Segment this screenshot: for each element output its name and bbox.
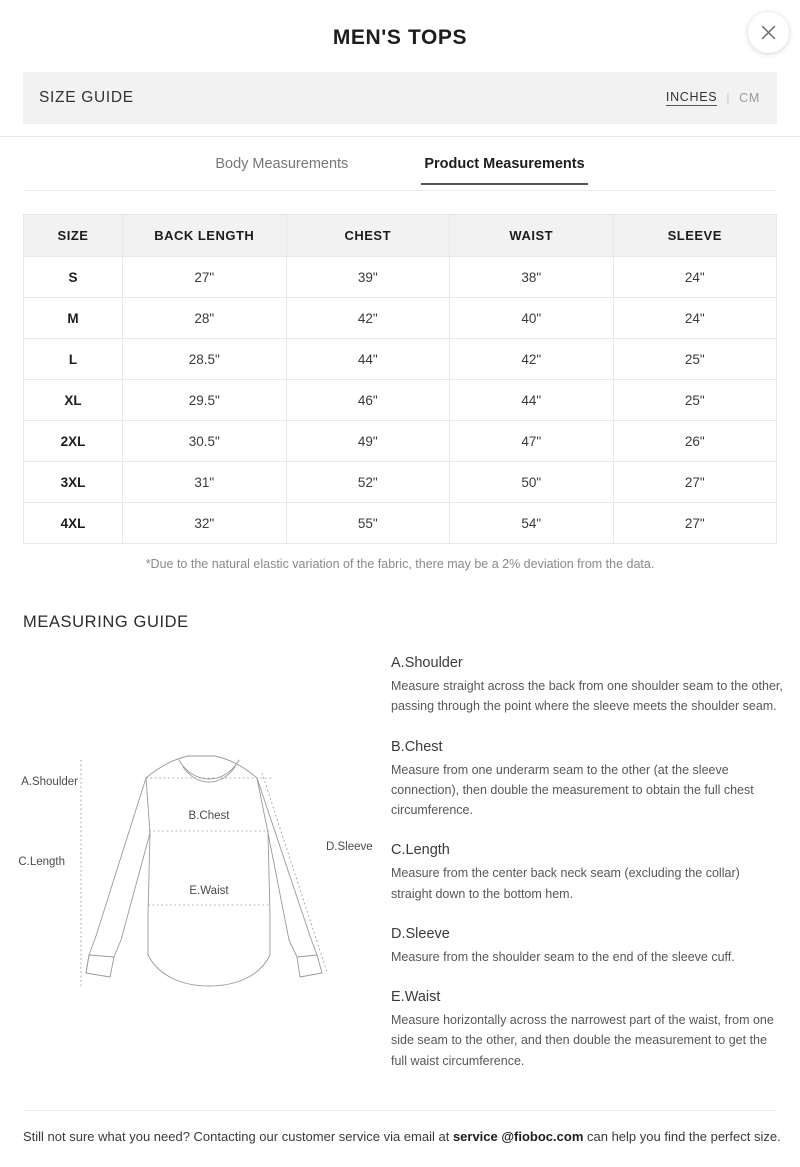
table-row (24, 298, 777, 339)
column-header-back-length: BACK LENGTH (123, 215, 287, 257)
garment-diagram (10, 740, 390, 1000)
measuring-guide-text-list (391, 655, 783, 1071)
close-button[interactable] (748, 12, 789, 53)
guide-item-sleeve (391, 926, 783, 967)
column-header-size: SIZE (24, 215, 123, 257)
tab-product-measurements[interactable]: Product Measurements (421, 150, 587, 185)
cell-back-length: 27" (123, 257, 287, 298)
guide-item-body: Measure from the center back neck seam (excluding the collar) straight down to the bottom hem. (391, 866, 740, 901)
cell-size: 4XL (24, 503, 123, 544)
cell-chest: 44" (286, 339, 450, 380)
guide-item-chest (391, 739, 783, 821)
cell-size: XL (24, 380, 123, 421)
guide-item-length (391, 842, 783, 904)
cell-back-length: 30.5" (123, 421, 287, 462)
header-divider (0, 136, 800, 137)
cell-waist: 40" (450, 298, 614, 339)
guide-item-title: B.Chest (391, 738, 443, 755)
size-chart-table (23, 214, 777, 544)
unit-toggle (666, 90, 760, 106)
column-header-chest: CHEST (286, 215, 450, 257)
cell-back-length: 32" (123, 503, 287, 544)
footer-text-before: Still not sure what you need? Contacting our customer service via email at (23, 1129, 453, 1144)
table-row (24, 421, 777, 462)
page-title: MEN'S TOPS (332, 26, 468, 49)
measurement-tabs (23, 150, 777, 185)
diagram-label-shoulder: A.Shoulder (21, 776, 78, 788)
cell-back-length: 29.5" (123, 380, 287, 421)
cell-size: 3XL (24, 462, 123, 503)
close-icon (761, 25, 776, 40)
cell-sleeve: 24" (613, 257, 777, 298)
cell-chest: 52" (286, 462, 450, 503)
cell-sleeve: 25" (613, 380, 777, 421)
cell-sleeve: 24" (613, 298, 777, 339)
cell-sleeve: 27" (613, 503, 777, 544)
size-guide-label: SIZE GUIDE (39, 89, 134, 106)
footer-help-text (23, 1129, 783, 1144)
diagram-label-length: C.Length (18, 856, 65, 868)
cell-sleeve: 27" (613, 462, 777, 503)
cell-waist: 50" (450, 462, 614, 503)
cell-waist: 42" (450, 339, 614, 380)
cell-waist: 38" (450, 257, 614, 298)
cell-waist: 54" (450, 503, 614, 544)
guide-item-body: Measure horizontally across the narrowest part of the waist, from one side seam to the other, and then double the measurement to get the full waist circumference. (391, 1013, 774, 1068)
footer-divider (23, 1110, 777, 1111)
cell-chest: 46" (286, 380, 450, 421)
footer-text-after: can help you find the perfect size. (583, 1129, 781, 1144)
guide-item-title: C.Length (391, 842, 450, 859)
measuring-guide-section (0, 655, 800, 1095)
cell-chest: 55" (286, 503, 450, 544)
guide-item-shoulder (391, 655, 783, 717)
unit-option-cm[interactable]: CM (739, 91, 760, 105)
cell-sleeve: 26" (613, 421, 777, 462)
guide-item-body: Measure straight across the back from one shoulder seam to the other, passing through the point where the sleeve meets the shoulder seam. (391, 679, 783, 714)
guide-item-body: Measure from one underarm seam to the other (at the sleeve connection), then double the measurement to obtain the full chest circumference. (391, 762, 754, 817)
size-guide-bar (23, 72, 777, 124)
cell-chest: 49" (286, 421, 450, 462)
cell-back-length: 31" (123, 462, 287, 503)
cell-back-length: 28" (123, 298, 287, 339)
cell-sleeve: 25" (613, 339, 777, 380)
unit-divider: | (726, 91, 731, 105)
column-header-sleeve: SLEEVE (613, 215, 777, 257)
guide-item-body: Measure from the shoulder seam to the end of the sleeve cuff. (391, 949, 735, 964)
column-header-waist: WAIST (450, 215, 614, 257)
tabs-divider (23, 190, 777, 191)
measuring-guide-heading: MEASURING GUIDE (23, 613, 189, 631)
tab-body-measurements[interactable]: Body Measurements (215, 156, 349, 172)
diagram-label-chest: B.Chest (188, 810, 230, 822)
modal-header (0, 0, 800, 72)
cell-size: S (24, 257, 123, 298)
support-email[interactable]: service @fioboc.com (452, 1129, 584, 1144)
table-header-row (24, 215, 777, 257)
table-row (24, 462, 777, 503)
diagram-label-waist: E.Waist (189, 885, 229, 897)
table-row (24, 503, 777, 544)
guide-item-waist (391, 989, 783, 1071)
cell-back-length: 28.5" (123, 339, 287, 380)
table-row (24, 380, 777, 421)
cell-chest: 39" (286, 257, 450, 298)
cell-size: M (24, 298, 123, 339)
cell-size: 2XL (24, 421, 123, 462)
guide-item-title: E.Waist (391, 989, 441, 1005)
table-note: *Due to the natural elastic variation of the fabric, there may be a 2% deviation from the data. (145, 557, 655, 571)
diagram-label-sleeve: D.Sleeve (326, 841, 373, 853)
unit-option-inches[interactable]: INCHES (665, 90, 718, 104)
table-row (24, 339, 777, 380)
guide-item-title: D.Sleeve (391, 925, 450, 942)
cell-waist: 47" (450, 421, 614, 462)
cell-chest: 42" (286, 298, 450, 339)
cell-size: L (24, 339, 123, 380)
table-row (24, 257, 777, 298)
guide-item-title: A.Shoulder (391, 655, 463, 671)
cell-waist: 44" (450, 380, 614, 421)
